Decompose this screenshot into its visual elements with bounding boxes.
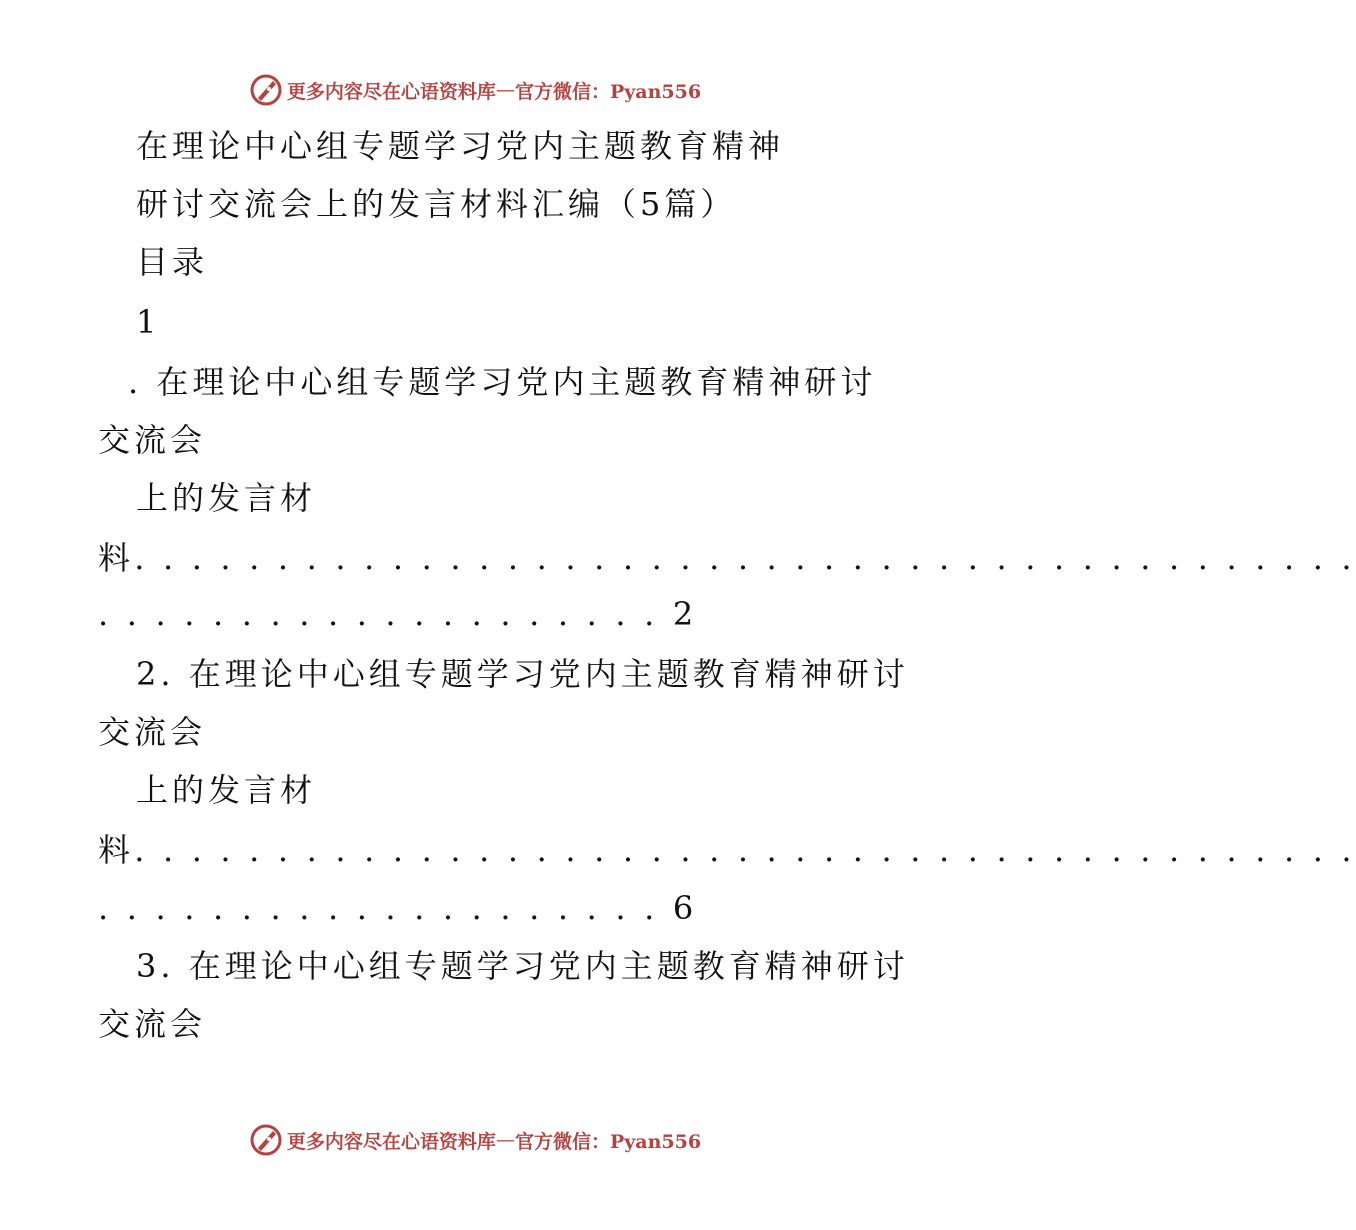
banner-contact: 官方微信：Pyan556 [514, 1130, 702, 1153]
toc-entry-1-number: 1 [136, 303, 161, 341]
toc-entry-2-page[interactable]: . . . . . . . . . . . . . . . . . . . . 6 [98, 889, 698, 927]
toc-entry-3-title[interactable]: 3. 在理论中心组专题学习党内主题教育精神研讨 [136, 947, 909, 985]
toc-entry-1-leader: 料. . . . . . . . . . . . . . . . . . . . . . . . . . . . . . . . . . . . . . . . . . . [98, 539, 1356, 577]
header-banner [0, 70, 950, 110]
toc-entry-2-leader: 料. . . . . . . . . . . . . . . . . . . . . . . . . . . . . . . . . . . . . . . . . . . [98, 831, 1356, 869]
banner-dash: — [495, 1129, 515, 1151]
toc-entry-1-title-cont: 交流会 [98, 421, 207, 459]
footer-banner [0, 1120, 950, 1160]
banner-dash: — [495, 79, 515, 101]
toc-entry-2-title-cont: 交流会 [98, 713, 207, 751]
title-line-2: 研讨交流会上的发言材料汇编（5篇） [136, 185, 737, 223]
banner-contact: 官方微信：Pyan556 [514, 80, 702, 103]
toc-entry-1-page[interactable]: . . . . . . . . . . . . . . . . . . . . 2 [98, 595, 698, 633]
banner-text: 更多内容尽在心语资料库 [286, 1130, 496, 1153]
pen-logo-icon [249, 73, 283, 107]
toc-entry-1-title-cont2: 上的发言材 [136, 479, 317, 517]
toc-entry-2-title[interactable]: 2. 在理论中心组专题学习党内主题教育精神研讨 [136, 655, 909, 693]
pen-logo-icon [249, 1123, 283, 1157]
banner-text: 更多内容尽在心语资料库 [286, 80, 496, 103]
toc-entry-3-title-cont: 交流会 [98, 1005, 207, 1043]
toc-entry-2-title-cont2: 上的发言材 [136, 771, 317, 809]
title-line-1: 在理论中心组专题学习党内主题教育精神 [136, 127, 785, 165]
toc-heading: 目录 [136, 243, 209, 281]
toc-entry-1-title[interactable]: . 在理论中心组专题学习党内主题教育精神研讨 [128, 363, 877, 401]
